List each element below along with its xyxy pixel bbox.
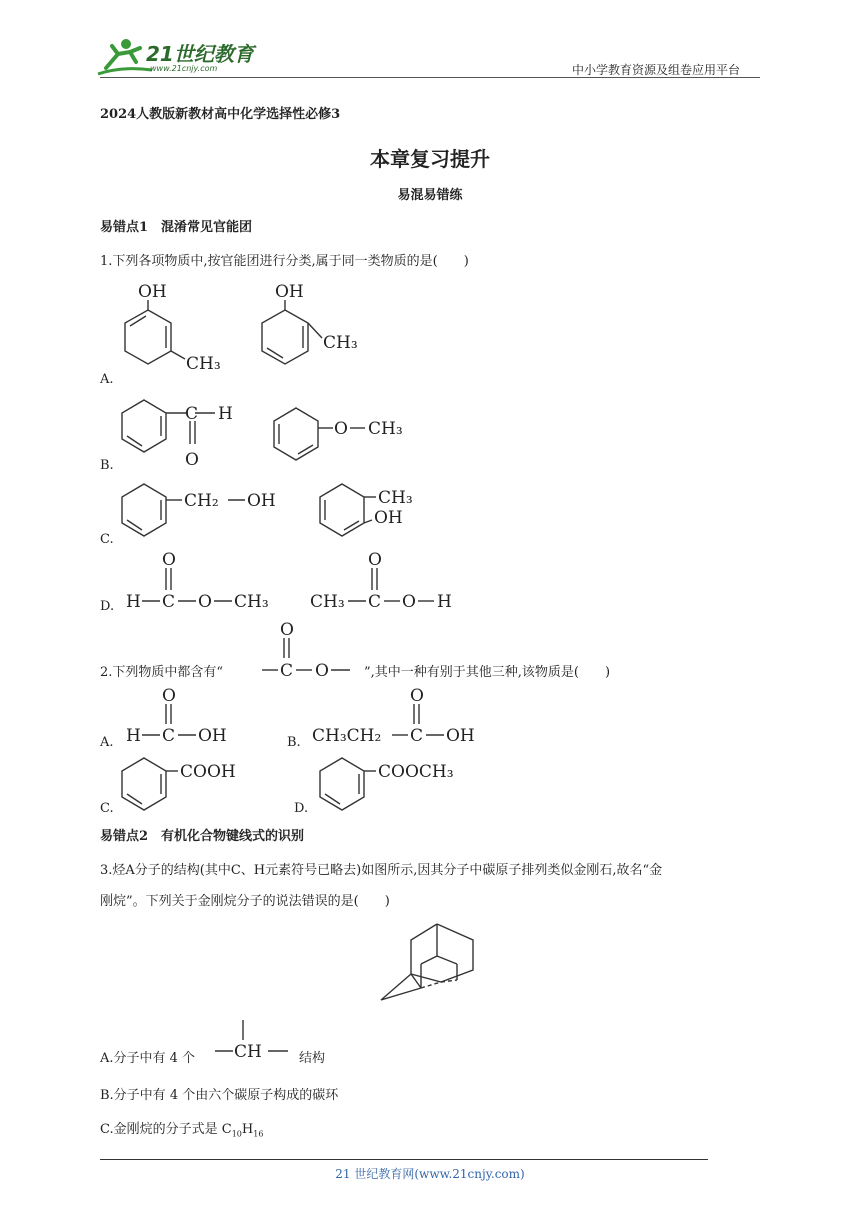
o-text: O bbox=[334, 419, 348, 439]
oh-text: OH bbox=[275, 282, 304, 302]
q1-option-b-label: B. bbox=[100, 458, 114, 473]
q1-c-right-structure bbox=[312, 478, 432, 548]
h-text: H bbox=[126, 726, 141, 746]
o-top-text: O bbox=[280, 620, 294, 640]
q3-option-b: B.分子中有 4 个由六个碳原子构成的碳环 bbox=[100, 1088, 339, 1103]
carbon-text: C bbox=[410, 726, 424, 746]
ch3-text: CH₃ bbox=[323, 333, 358, 353]
platform-name: 中小学教育资源及组卷应用平台 bbox=[572, 63, 741, 77]
oh-text: OH bbox=[374, 508, 403, 528]
q1-a-right-structure bbox=[255, 280, 375, 385]
ester-fragment bbox=[258, 616, 368, 682]
formula-h: H bbox=[241, 1122, 254, 1137]
q2-a-structure bbox=[124, 684, 254, 750]
oh-text: OH bbox=[198, 726, 227, 746]
q2-stem-after: ”,其中一种有别于其他三种,该物质是( ) bbox=[364, 665, 611, 680]
q3-option-c bbox=[100, 1121, 263, 1144]
carbon-text: C bbox=[162, 592, 176, 612]
o-text: O bbox=[185, 450, 199, 470]
h-text: H bbox=[218, 404, 233, 424]
o-text: O bbox=[315, 661, 329, 681]
ch-fragment bbox=[212, 1016, 294, 1062]
ch3ch2-text: CH₃CH₂ bbox=[312, 726, 382, 746]
cooh-text: COOH bbox=[180, 762, 236, 782]
section-title: 易混易错练 bbox=[397, 188, 463, 203]
formula-sub-10: 10 bbox=[231, 1129, 242, 1139]
formula-prefix: C.金刚烷的分子式是 C bbox=[100, 1122, 232, 1137]
q2-d-structure bbox=[312, 752, 492, 818]
q1-stem: 1.下列各项物质中,按官能团进行分类,属于同一类物质的是( ) bbox=[100, 254, 469, 269]
oh-text: OH bbox=[247, 491, 276, 511]
carbon-text: C bbox=[162, 726, 176, 746]
q1-option-c-label: C. bbox=[100, 532, 114, 547]
q2-b-structure bbox=[310, 684, 490, 750]
q2-option-b-label: B. bbox=[287, 735, 301, 750]
h-text: H bbox=[126, 592, 141, 612]
footer-divider bbox=[100, 1159, 708, 1160]
header-divider bbox=[100, 77, 760, 78]
logo-text: 21世纪教育 bbox=[146, 42, 254, 66]
carbon-text: C bbox=[185, 404, 199, 424]
ch3-text: CH₃ bbox=[310, 592, 345, 612]
o-text: O bbox=[198, 592, 212, 612]
footer-text[interactable]: 21 世纪教育网(www.21cnjy.com) bbox=[335, 1167, 525, 1181]
point2-title: 易错点2 有机化合物键线式的识别 bbox=[100, 829, 305, 844]
carbon-text: C bbox=[280, 661, 294, 681]
o-top-text: O bbox=[410, 686, 424, 706]
oh-text: OH bbox=[446, 726, 475, 746]
h-text: H bbox=[437, 592, 452, 612]
ch3-text: CH₃ bbox=[186, 354, 221, 374]
q1-b-left-structure bbox=[118, 392, 248, 472]
q1-option-a-label: A. bbox=[100, 372, 114, 387]
o-top-text: O bbox=[368, 550, 382, 570]
o-top-text: O bbox=[162, 550, 176, 570]
oh-text: OH bbox=[138, 282, 167, 302]
q1-c-left-structure bbox=[118, 478, 288, 548]
q3-option-a-after: 结构 bbox=[299, 1051, 326, 1066]
q3-stem-line1: 3.烃A分子的结构(其中C、H元素符号已略去)如图所示,因其分子中碳原子排列类似金刚石,故名“金 bbox=[100, 863, 663, 878]
q2-option-c-label: C. bbox=[100, 801, 114, 816]
q1-b-right-structure bbox=[270, 402, 420, 472]
q3-option-a-before: A.分子中有 4 个 bbox=[100, 1051, 196, 1066]
q3-stem-line2: 刚烷”。下列关于金刚烷分子的说法错误的是( ) bbox=[100, 894, 390, 909]
q1-a-left-structure bbox=[118, 280, 238, 385]
carbon-text: C bbox=[368, 592, 382, 612]
o-top-text: O bbox=[162, 686, 176, 706]
ch2-text: CH₂ bbox=[184, 491, 219, 511]
ch3-text: CH₃ bbox=[378, 488, 413, 508]
ch-text: CH bbox=[234, 1042, 262, 1062]
page-title: 本章复习提升 bbox=[370, 147, 490, 171]
o-text: O bbox=[402, 592, 416, 612]
q2-option-d-label: D. bbox=[294, 801, 309, 816]
q2-stem-before: 2.下列物质中都含有“ bbox=[100, 665, 224, 680]
point1-title: 易错点1 混淆常见官能团 bbox=[100, 220, 253, 235]
q1-d-right-structure bbox=[308, 548, 468, 614]
doc-subtitle: 2024人教版新教材高中化学选择性必修3 bbox=[100, 107, 341, 122]
adamantane-structure bbox=[375, 920, 490, 1005]
q1-d-left-structure bbox=[124, 548, 294, 614]
ch3-text: CH₃ bbox=[234, 592, 269, 612]
cooch3-text: COOCH₃ bbox=[378, 762, 454, 782]
formula-sub-16: 16 bbox=[253, 1129, 264, 1139]
q1-option-d-label: D. bbox=[100, 599, 115, 614]
q2-c-structure bbox=[118, 752, 268, 818]
ch3-text: CH₃ bbox=[368, 419, 403, 439]
logo-url: www.21cnjy.com bbox=[150, 64, 218, 73]
q2-option-a-label: A. bbox=[100, 735, 114, 750]
